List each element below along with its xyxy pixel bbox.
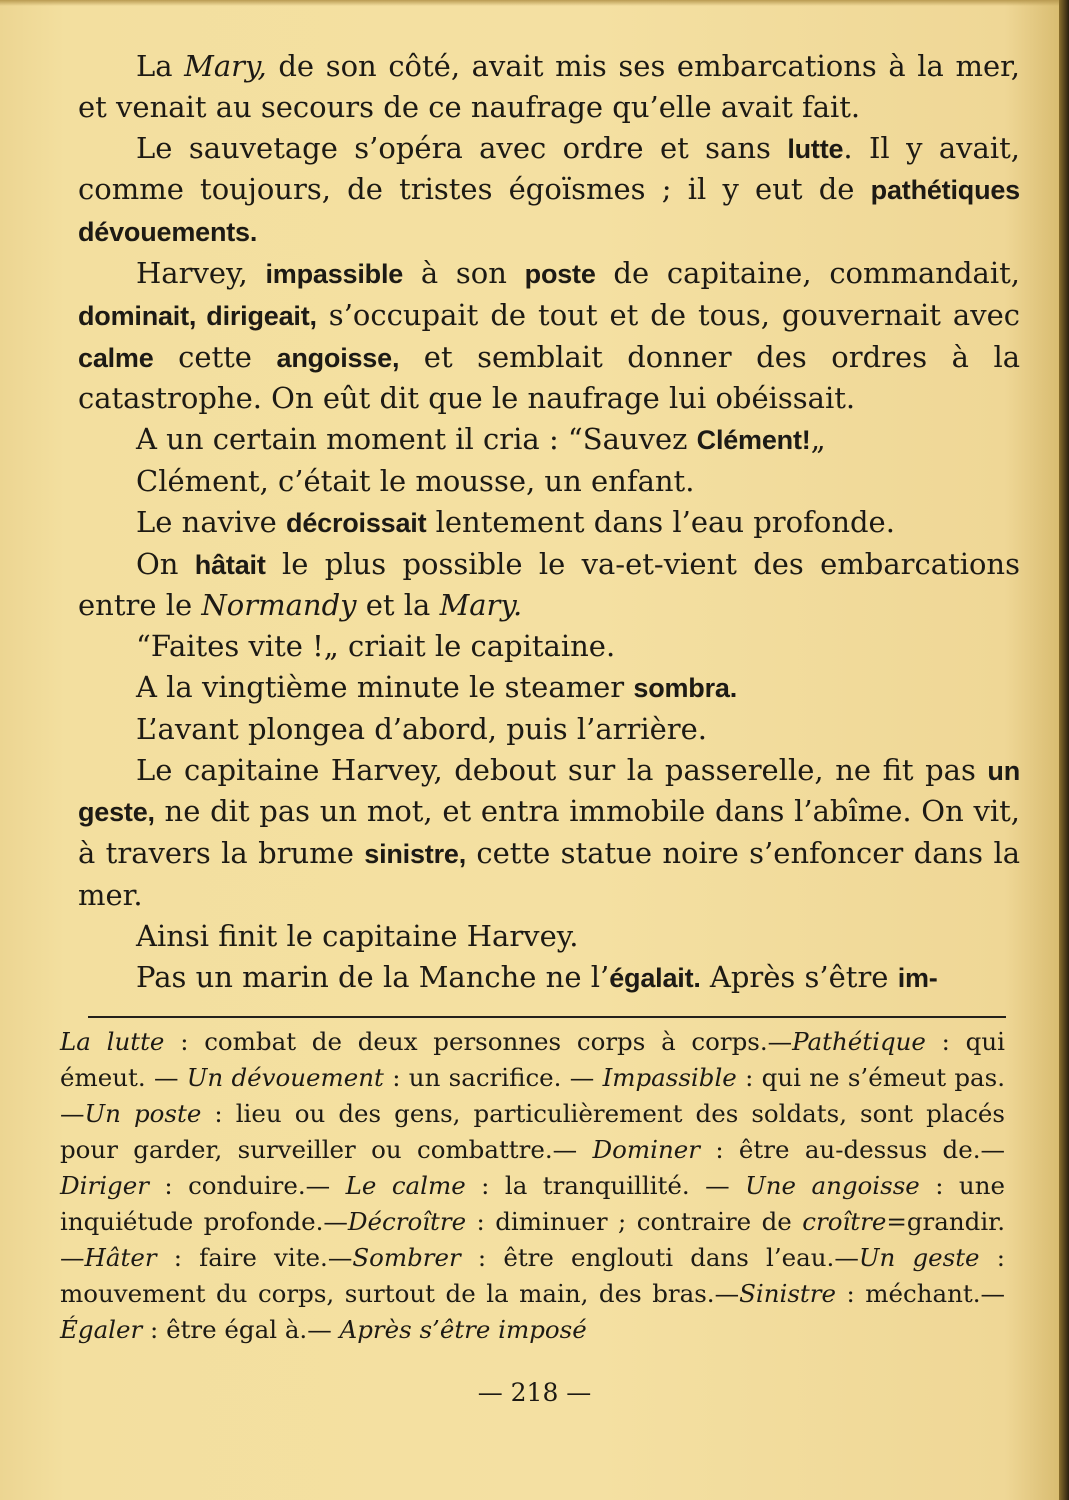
vocab-word: angoisse, bbox=[276, 342, 400, 373]
page-top-edge bbox=[0, 0, 1069, 6]
ship-name: Mary, bbox=[184, 49, 267, 83]
vocab-word: lutte bbox=[787, 133, 844, 164]
page-binding-edge bbox=[1059, 0, 1069, 1500]
page-number: — 218 — bbox=[477, 1378, 592, 1407]
paragraph-8: “Faites vite !„ criait le capitaine. bbox=[136, 629, 616, 664]
paragraph-2: Le sauvetage s’opéra avec ordre et sans lutte. Il y avait, comme toujours, de tristes égoïsmes ; il y eut de pathétiques dévouements. bbox=[78, 130, 1020, 248]
vocab-word: im- bbox=[897, 962, 938, 993]
paragraph-11: Le capitaine Harvey, debout sur la passerelle, ne fit pas un geste, ne dit pas un mot, et entra immobile dans l’abîme. On vit, à travers la brume sinistre, cette statue noire s’enfoncer dans la mer. bbox=[78, 752, 1021, 912]
ship-name: Mary. bbox=[439, 588, 523, 623]
vocab-word: sombra. bbox=[633, 672, 738, 703]
vocab-word: calme bbox=[78, 342, 154, 373]
vocab-word: impassible bbox=[265, 258, 404, 289]
paragraph-10: L’avant plongea d’abord, puis l’arrière. bbox=[136, 711, 708, 746]
vocab-word: égalait. bbox=[609, 962, 701, 993]
paragraph-4: A un certain moment il cria : “Sauvez Clément!„ bbox=[136, 422, 826, 457]
vocab-word: pathétiques dévouements. bbox=[78, 175, 1020, 248]
ship-name: Normandy bbox=[201, 588, 357, 623]
paragraph-12: Ainsi finit le capitaine Harvey. bbox=[136, 918, 579, 953]
vocab-word: un geste, bbox=[78, 755, 1020, 828]
paragraph-6: Le navive décroissait lentement dans l’eau profonde. bbox=[136, 504, 895, 539]
paragraph-13: Pas un marin de la Manche ne l’égalait. Après s’être im- bbox=[136, 959, 938, 994]
vocab-word: sinistre, bbox=[364, 839, 467, 870]
main-text bbox=[78, 46, 1020, 998]
paragraph-7: On hâtait le plus possible le va-et-vient des embarcations entre le Normandy et la Mary. bbox=[78, 546, 1020, 623]
paragraph-5: Clément, c’était le mousse, un enfant. bbox=[136, 463, 695, 498]
paragraph-1: La Mary, de son côté, avait mis ses embarcations à la mer, et venait au secours de ce naufrage qu’elle avait fait. bbox=[78, 49, 1021, 124]
vocab-word: dominait, dirigeait, bbox=[78, 300, 317, 331]
vocab-word: poste bbox=[524, 258, 596, 289]
paragraph-9: A la vingtième minute le steamer sombra. bbox=[136, 669, 738, 704]
paragraph-3: Harvey, impassible à son poste de capitaine, commandait, dominait, dirigeait, s’occupait de tout et de tous, gouvernait avec calme cette angoisse, et semblait donner des ordres à la catastrophe. On eût dit que le naufrage lui obéissait. bbox=[78, 255, 1021, 416]
vocab-word: hâtait bbox=[194, 549, 266, 580]
footnote-divider bbox=[88, 1016, 1006, 1018]
vocab-word: Clément! bbox=[696, 425, 811, 456]
vocab-word: décroissait bbox=[286, 507, 427, 538]
vocabulary-notes: La lutte : combat de deux personnes corps à corps.—Pathétique : qui émeut. — Un dévouement : un sacrifice. — Impassible : qui ne s’émeut pas.—Un poste : lieu ou des gens, particulièrement des soldats, sont placés pour garder, surveiller ou combattre.— Dominer : être au-dessus de.—Diriger : conduire.— Le calme : la tranquillité. — Une angoisse : une inquiétude profonde.—Décroître : diminuer ; contraire de croître=grandir.—Hâter : faire vite.—Sombrer : être englouti dans l’eau.—Un geste : mouvement du corps, surtout de la main, des bras.—Sinistre : méchant.—Égaler : être égal à.— Après s’être imposé bbox=[60, 1027, 1006, 1344]
